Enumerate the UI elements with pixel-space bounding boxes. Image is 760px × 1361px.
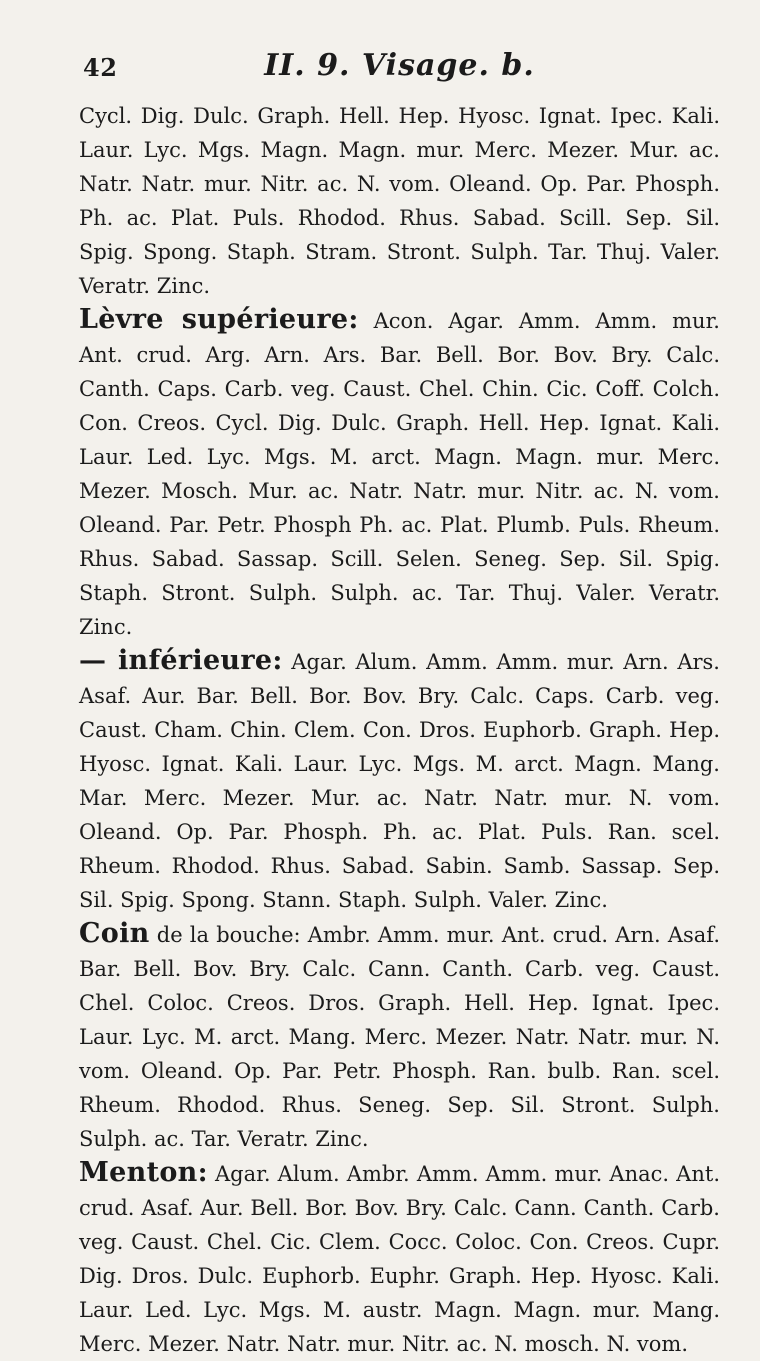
- entry-coin-de-la-bouche: [79, 917, 720, 1156]
- entry-heading: — inférieure:: [79, 645, 283, 676]
- entry-text: de la bouche: Ambr. Amm. mur. Ant. crud. Arn. Asaf. Bar. Bell. Bov. Bry. Calc. Cann. Canth. Carb. veg. Caust. Chel. Coloc. Creos. Dros. Graph. Hell. Hep. Ignat. Ipec. Laur. Lyc. M. arct. Mang. Merc. Mezer. Natr. Natr. mur. N. vom. Oleand. Op. Par. Petr. Phosph. Ran. bulb. Ran. scel. Rheum. Rhodod. Rhus. Seneg. Sep. Sil. Stront. Sulph. Sulph. ac. Tar. Veratr. Zinc.: [79, 923, 720, 1151]
- entry-text: Cycl. Dig. Dulc. Graph. Hell. Hep. Hyosc. Ignat. Ipec. Kali. Laur. Lyc. Mgs. Magn. Magn. mur. Merc. Mezer. Mur. ac. Natr. Natr. mur. Nitr. ac. N. vom. Oleand. Op. Par. Phosph. Ph. ac. Plat. Puls. Rhodod. Rhus. Sabad. Scill. Sep. Sil. Spig. Spong. Staph. Stram. Stront. Sulph. Tar. Thuj. Valer. Veratr. Zinc.: [79, 104, 720, 298]
- entry-visage-continued: [79, 99, 720, 303]
- entry-heading: Menton:: [79, 1157, 208, 1188]
- entry-menton: [79, 1156, 720, 1361]
- entry-text: Acon. Agar. Amm. Amm. mur. Ant. crud. Arg. Arn. Ars. Bar. Bell. Bor. Bov. Bry. Calc. Canth. Caps. Carb. veg. Caust. Chel. Chin. Cic. Coff. Colch. Con. Creos. Cycl. Dig. Dulc. Graph. Hell. Hep. Ignat. Kali. Laur. Led. Lyc. Mgs. M. arct. Magn. Magn. mur. Merc. Mezer. Mosch. Mur. ac. Natr. Natr. mur. Nitr. ac. N. vom. Oleand. Par. Petr. Phosph Ph. ac. Plat. Plumb. Puls. Rheum. Rhus. Sabad. Sassap. Scill. Selen. Seneg. Sep. Sil. Spig. Staph. Stront. Sulph. Sulph. ac. Tar. Thuj. Valer. Veratr. Zinc.: [79, 309, 720, 639]
- running-title: II. 9. Visage. b.: [264, 48, 535, 83]
- entry-text: Agar. Alum. Amm. Amm. mur. Arn. Ars. Asaf. Aur. Bar. Bell. Bor. Bov. Bry. Calc. Caps. Carb. veg. Caust. Cham. Chin. Clem. Con. Dros. Euphorb. Graph. Hep. Hyosc. Ignat. Kali. Laur. Lyc. Mgs. M. arct. Magn. Mang. Mar. Merc. Mezer. Mur. ac. Natr. Natr. mur. N. vom. Oleand. Op. Par. Phosph. Ph. ac. Plat. Puls. Ran. scel. Rheum. Rhodod. Rhus. Sabad. Sabin. Samb. Sassap. Sep. Sil. Spig. Spong. Stann. Staph. Sulph. Valer. Zinc.: [79, 650, 720, 912]
- page-header: [79, 48, 720, 92]
- entry-heading: Lèvre supérieure:: [79, 304, 359, 335]
- entry-levre-inferieure: [79, 644, 720, 917]
- page-number: 42: [83, 53, 118, 82]
- entry-heading: Coin: [79, 918, 150, 949]
- entry-levre-superieure: [79, 303, 720, 644]
- entry-text: Agar. Alum. Ambr. Amm. Amm. mur. Anac. Ant. crud. Asaf. Aur. Bell. Bor. Bov. Bry. Calc. Cann. Canth. Carb. veg. Caust. Chel. Cic. Clem. Cocc. Coloc. Con. Creos. Cupr. Dig. Dros. Dulc. Euphorb. Euphr. Graph. Hep. Hyosc. Kali. Laur. Led. Lyc. Mgs. M. austr. Magn. Magn. mur. Mang. Merc. Mezer. Natr. Natr. mur. Nitr. ac. N. mosch. N. vom.: [79, 1162, 720, 1356]
